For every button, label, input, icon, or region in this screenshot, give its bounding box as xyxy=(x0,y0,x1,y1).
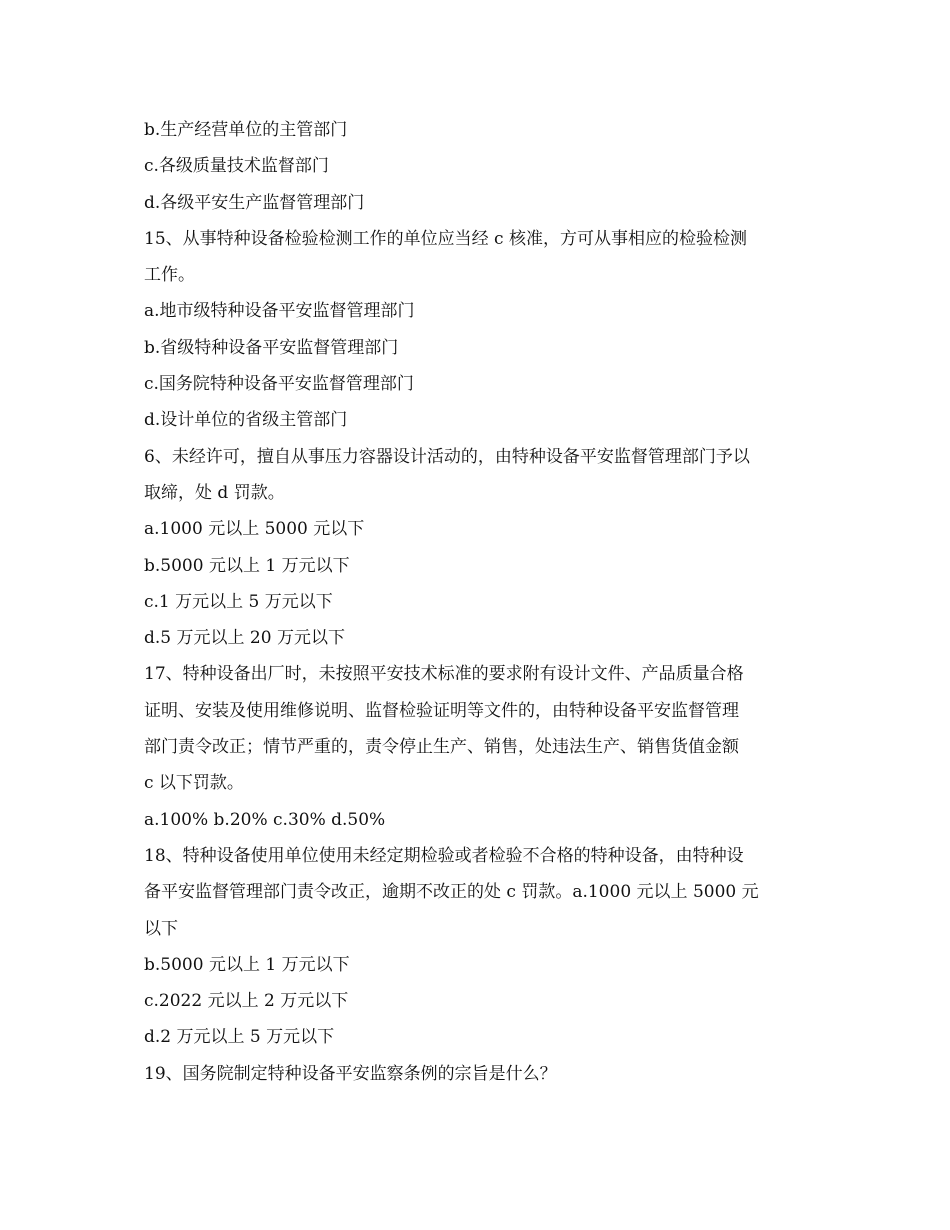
question-line: 17、特种设备出厂时，未按照平安技术标准的要求附有设计文件、产品质量合格 xyxy=(144,664,744,685)
question-line: 取缔，处 d 罚款。 xyxy=(144,482,285,503)
document-body xyxy=(144,112,814,1092)
question-line: 工作。 xyxy=(144,265,195,286)
option-line: c.国务院特种设备平安监督管理部门 xyxy=(144,374,414,395)
question-line: 备平安监督管理部门责令改正，逾期不改正的处 c 罚款。a.1000 元以上 5000 元 xyxy=(144,882,759,903)
option-line: a.地市级特种设备平安监督管理部门 xyxy=(144,301,415,322)
option-line: b.省级特种设备平安监督管理部门 xyxy=(144,337,399,358)
option-line: d.5 万元以上 20 万元以下 xyxy=(144,628,345,649)
option-line: a.1000 元以上 5000 元以下 xyxy=(144,519,365,540)
question-line: c 以下罚款。 xyxy=(144,773,244,794)
option-line: c.1 万元以上 5 万元以下 xyxy=(144,591,333,612)
option-line: b.生产经营单位的主管部门 xyxy=(144,120,348,140)
option-line: b.5000 元以上 1 万元以下 xyxy=(144,954,350,975)
option-line: b.5000 元以上 1 万元以下 xyxy=(144,555,350,576)
option-line: a.100% b.20% c.30% d.50% xyxy=(144,809,386,830)
question-line: 15、从事特种设备检验检测工作的单位应当经 c 核准，方可从事相应的检验检测 xyxy=(144,228,747,249)
option-line: d.各级平安生产监督管理部门 xyxy=(144,192,365,213)
option-line: d.设计单位的省级主管部门 xyxy=(144,410,348,431)
question-line: 18、特种设备使用单位使用未经定期检验或者检验不合格的特种设备，由特种设 xyxy=(144,845,744,866)
question-line: 部门责令改正；情节严重的，责令停止生产、销售，处违法生产、销售货值金额 xyxy=(144,737,739,758)
option-line: c.各级质量技术监督部门 xyxy=(144,156,329,177)
question-line: 6、未经许可，擅自从事压力容器设计活动的，由特种设备平安监督管理部门予以 xyxy=(144,446,750,467)
option-line: d.2 万元以上 5 万元以下 xyxy=(144,1027,335,1048)
question-line: 19、国务院制定特种设备平安监察条例的宗旨是什么？ xyxy=(144,1063,557,1084)
option-line: c.2022 元以上 2 万元以下 xyxy=(144,991,349,1012)
question-line: 以下 xyxy=(144,918,178,939)
question-line: 证明、安装及使用维修说明、监督检验证明等文件的，由特种设备平安监督管理 xyxy=(144,700,739,721)
